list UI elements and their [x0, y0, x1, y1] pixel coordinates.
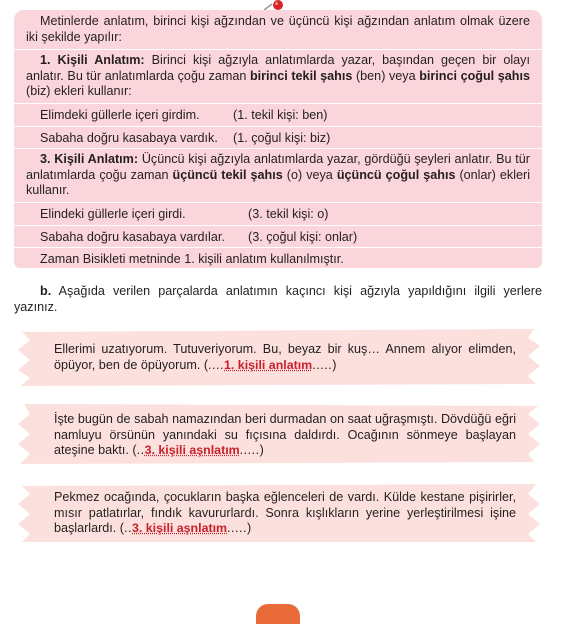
intro-text: Metinlerde anlatım, birinci kişi ağzından ve üçüncü kişi ağzından anlatım olmak üzere iki şekilde yapılır: [26, 14, 530, 44]
first-person-bold: birinci tekil şahıs [249, 68, 353, 83]
example-row [40, 131, 331, 146]
example-note: (1. tekil kişi: ben) [233, 108, 328, 122]
question-b [14, 284, 542, 315]
divider [14, 103, 542, 104]
divider [14, 247, 542, 248]
blank-dots: ..... [239, 443, 260, 457]
page-tab [256, 604, 300, 624]
blank-dots: .. [136, 443, 145, 457]
blank-dots: .... [208, 357, 225, 372]
first-person-text: (biz) ekleri kullanır: [26, 84, 132, 98]
passage-body: Pekmez ocağında, çocukların başka eğlenceleri de vardı. Külde kestane pişirirler, mısır patlatırlar, fındık kavururlardı. Sonra kışlıkların yerine yerleştirilmesi işine başlarlardı. ( [54, 490, 516, 535]
divider [14, 49, 542, 50]
example-note: (3. tekil kişi: o) [248, 207, 329, 221]
passage-text [54, 412, 516, 459]
third-person-definition [26, 152, 530, 199]
passage-body: İşte bugün de sabah namazından beri durmadan on saat uğraşmıştı. Dövdüğü eğri namluyu örsünün yanındaki su fıçısına daldırdı. Ocağının sönmeye başlayan ateşine baktı. ( [54, 412, 516, 457]
blank-dots: .. [124, 521, 132, 535]
close-paren: ) [332, 357, 337, 372]
example-note: (3. çoğul kişi: onlar) [248, 230, 358, 244]
blank-dots: ..... [312, 357, 333, 372]
passage-text [54, 342, 516, 373]
example-sentence: Elindeki güllerle içeri girdi. [40, 207, 186, 221]
first-person-bold: birinci çoğul şahıs [419, 68, 530, 83]
passage-card [14, 480, 548, 546]
third-person-text: (onlar) ekleri kullanır. [26, 167, 530, 197]
example-row [40, 230, 358, 245]
passage-text [54, 490, 516, 537]
divider [14, 202, 542, 203]
third-person-heading: 3. Kişili Anlatım: [40, 152, 139, 166]
example-row [40, 108, 328, 123]
first-person-text: (ben) veya [352, 68, 420, 83]
example-sentence: Elimdeki güllerle içeri girdim. [40, 108, 200, 122]
third-person-bold: üçüncü çoğul şahıs [336, 167, 456, 182]
third-person-text: (o) veya [282, 167, 337, 182]
first-person-heading: 1. Kişili Anlatım: [40, 53, 145, 67]
answer-text[interactable]: 1. kişili anlatım [224, 357, 313, 372]
info-box [14, 10, 542, 268]
passage-body: Ellerimi uzatıyorum. Tutuveriyorum. Bu, beyaz bir kuş… Annem alıyor elimden, öpüyor, ben de öpüyorum. ( [54, 342, 516, 372]
divider [14, 148, 542, 149]
question-label: b. [40, 284, 52, 298]
summary-text: Zaman Bisikleti metninde 1. kişili anlatım kullanılmıştır. [40, 252, 344, 266]
close-paren: ) [259, 443, 264, 457]
first-person-text: Birinci kişi ağzıyla anlatımlarda yazar, başından geçen bir olayı anlatır. Bu tür anlatımlarda çoğu zaman [26, 53, 530, 83]
third-person-text: Üçüncü kişi ağzıyla anlatımlarda yazar, gördüğü şeyleri anlatır. Bu tür anlatımlarda çoğu zaman [26, 152, 530, 182]
answer-text[interactable]: 3. kişili aşnlatım [132, 521, 228, 535]
example-row [40, 207, 329, 222]
passage-card [14, 400, 548, 466]
third-person-bold: üçüncü tekil şahıs [172, 167, 283, 182]
blank-dots: ..... [227, 521, 248, 535]
divider [14, 225, 542, 226]
question-text: Aşağıda verilen parçalarda anlatımın kaçıncı kişi ağzıyla yapıldığını ilgili yerlere yazınız. [14, 284, 542, 314]
example-note: (1. çoğul kişi: biz) [233, 131, 331, 145]
passage-card [14, 326, 548, 388]
divider [14, 126, 542, 127]
example-sentence: Sabaha doğru kasabaya vardılar. [40, 230, 225, 244]
close-paren: ) [247, 521, 252, 535]
answer-text[interactable]: 3. kişili aşnlatım [144, 443, 240, 457]
first-person-definition [26, 53, 530, 100]
example-sentence: Sabaha doğru kasabaya vardık. [40, 131, 218, 145]
